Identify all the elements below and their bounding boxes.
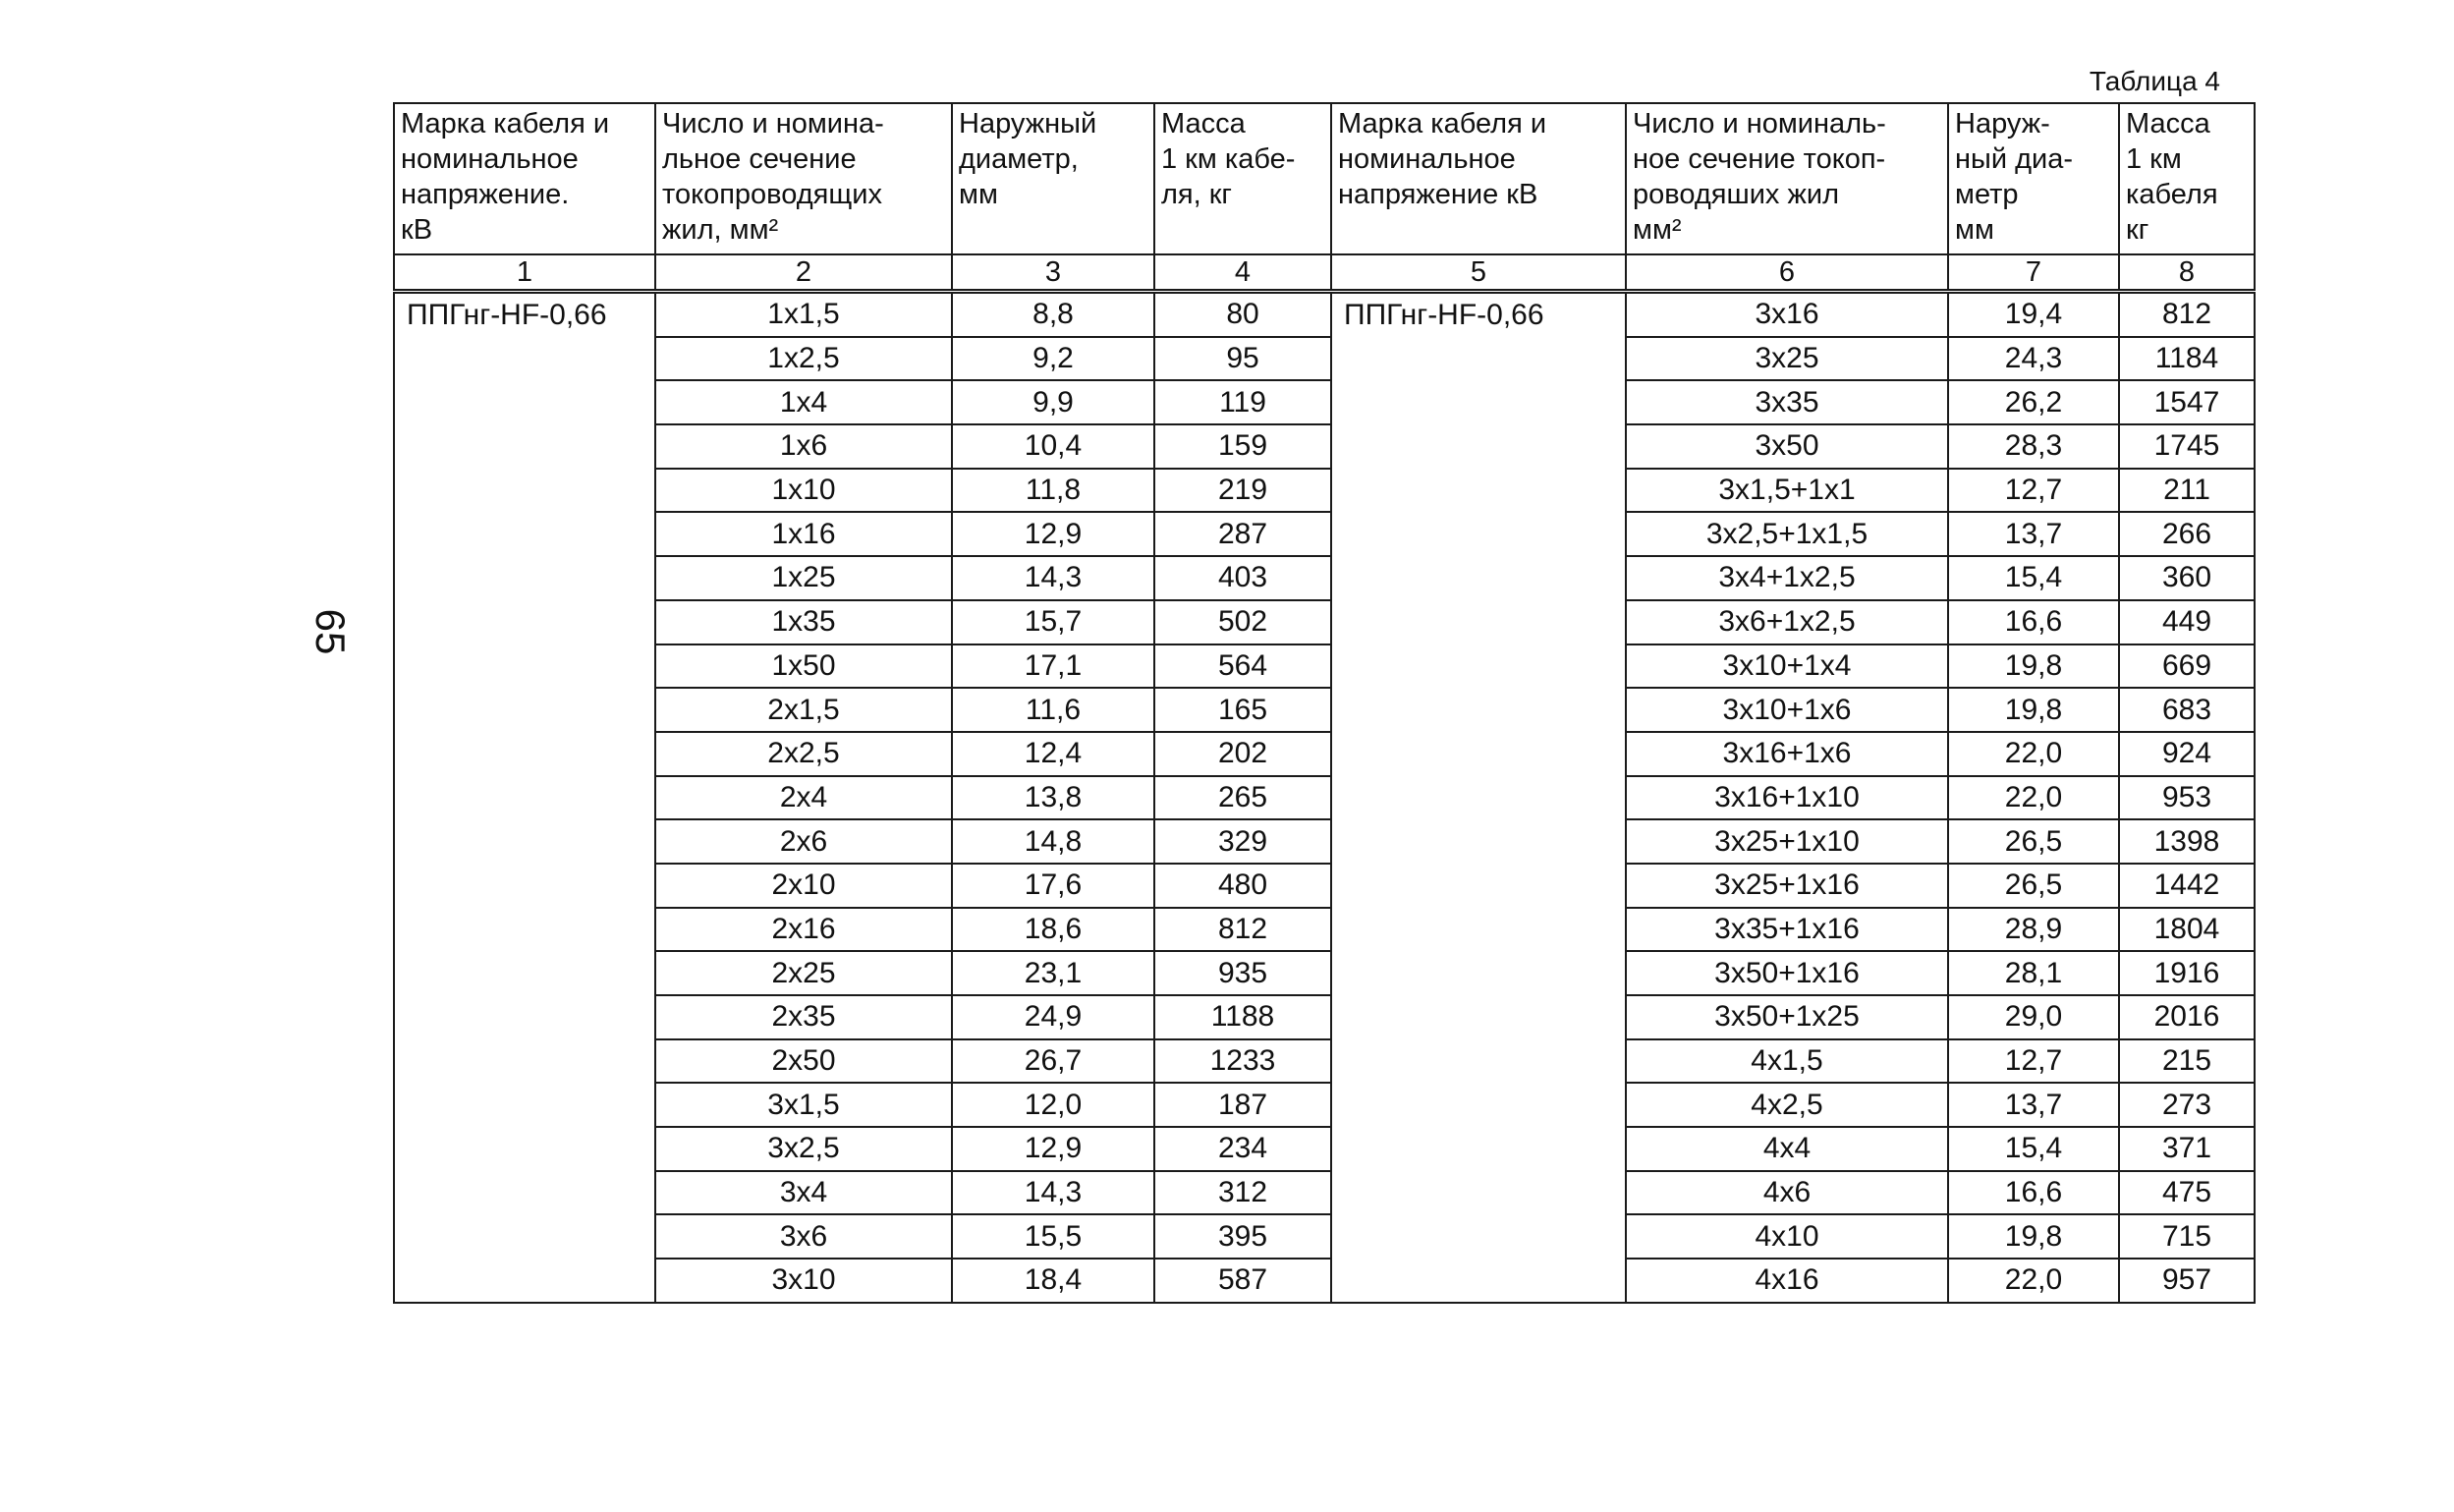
outer-diameter-left: 17,6: [952, 864, 1154, 908]
outer-diameter-left: 12,0: [952, 1083, 1154, 1127]
conductor-section-left: 1x2,5: [655, 337, 952, 381]
outer-diameter-left: 8,8: [952, 292, 1154, 337]
mass-right: 715: [2119, 1214, 2255, 1259]
header-mass-left: Масса 1 км кабе- ля, кг: [1154, 103, 1331, 254]
outer-diameter-right: 22,0: [1948, 1259, 2119, 1303]
mass-left: 95: [1154, 337, 1331, 381]
conductor-section-left: 1x50: [655, 644, 952, 689]
outer-diameter-right: 28,1: [1948, 951, 2119, 995]
outer-diameter-right: 16,6: [1948, 600, 2119, 644]
table-row: [394, 995, 2255, 1039]
mass-right: 953: [2119, 776, 2255, 820]
conductor-section-right: 3x25: [1626, 337, 1948, 381]
mass-right: 215: [2119, 1039, 2255, 1084]
outer-diameter-left: 14,3: [952, 556, 1154, 600]
outer-diameter-left: 13,8: [952, 776, 1154, 820]
table-row: [394, 908, 2255, 952]
outer-diameter-left: 26,7: [952, 1039, 1154, 1084]
column-number: 5: [1331, 254, 1626, 292]
column-number-row: [394, 254, 2255, 292]
outer-diameter-right: 26,5: [1948, 864, 2119, 908]
table-row: [394, 1127, 2255, 1171]
mass-left: 587: [1154, 1259, 1331, 1303]
table-row: [394, 1214, 2255, 1259]
conductor-section-right: 4x2,5: [1626, 1083, 1948, 1127]
column-number: 3: [952, 254, 1154, 292]
conductor-section-left: 3x10: [655, 1259, 952, 1303]
mass-left: 329: [1154, 819, 1331, 864]
conductor-section-left: 2x35: [655, 995, 952, 1039]
conductor-section-left: 2x50: [655, 1039, 952, 1084]
table-row: [394, 1171, 2255, 1215]
mass-right: 669: [2119, 644, 2255, 689]
outer-diameter-right: 19,8: [1948, 1214, 2119, 1259]
conductor-section-right: 3x25+1x10: [1626, 819, 1948, 864]
outer-diameter-left: 18,6: [952, 908, 1154, 952]
mass-right: 1442: [2119, 864, 2255, 908]
mass-left: 165: [1154, 688, 1331, 732]
header-mass-right: Масса 1 км кабеля кг: [2119, 103, 2255, 254]
header-conductor-section-right: Число и номиналь- ное сечение токоп- роводяших жил мм²: [1626, 103, 1948, 254]
conductor-section-right: 4x4: [1626, 1127, 1948, 1171]
conductor-section-left: 1x16: [655, 512, 952, 556]
mass-left: 1188: [1154, 995, 1331, 1039]
mass-left: 502: [1154, 600, 1331, 644]
mass-right: 683: [2119, 688, 2255, 732]
header-row: [394, 103, 2255, 254]
conductor-section-left: 2x4: [655, 776, 952, 820]
mass-right: 924: [2119, 732, 2255, 776]
outer-diameter-left: 12,4: [952, 732, 1154, 776]
outer-diameter-left: 17,1: [952, 644, 1154, 689]
mass-left: 119: [1154, 380, 1331, 424]
conductor-section-right: 4x10: [1626, 1214, 1948, 1259]
table-row: [394, 864, 2255, 908]
table-row: [394, 556, 2255, 600]
table-row: [394, 1083, 2255, 1127]
column-number: 7: [1948, 254, 2119, 292]
outer-diameter-right: 22,0: [1948, 776, 2119, 820]
mass-left: 159: [1154, 424, 1331, 469]
outer-diameter-left: 10,4: [952, 424, 1154, 469]
mass-left: 812: [1154, 908, 1331, 952]
outer-diameter-right: 15,4: [1948, 556, 2119, 600]
outer-diameter-left: 15,7: [952, 600, 1154, 644]
outer-diameter-right: 13,7: [1948, 512, 2119, 556]
conductor-section-right: 3x50: [1626, 424, 1948, 469]
mass-left: 312: [1154, 1171, 1331, 1215]
mass-right: 475: [2119, 1171, 2255, 1215]
conductor-section-left: 1x6: [655, 424, 952, 469]
header-outer-diameter-right: Наруж- ный диа- метр мм: [1948, 103, 2119, 254]
conductor-section-left: 1x35: [655, 600, 952, 644]
mass-right: 1184: [2119, 337, 2255, 381]
conductor-section-right: 3x35: [1626, 380, 1948, 424]
conductor-section-right: 3x1,5+1x1: [1626, 469, 1948, 513]
outer-diameter-right: 28,9: [1948, 908, 2119, 952]
table-row: [394, 819, 2255, 864]
outer-diameter-right: 13,7: [1948, 1083, 2119, 1127]
mass-left: 287: [1154, 512, 1331, 556]
column-number: 6: [1626, 254, 1948, 292]
outer-diameter-left: 15,5: [952, 1214, 1154, 1259]
conductor-section-left: 2x16: [655, 908, 952, 952]
outer-diameter-left: 14,8: [952, 819, 1154, 864]
table-row: [394, 776, 2255, 820]
outer-diameter-right: 16,6: [1948, 1171, 2119, 1215]
conductor-section-left: 2x2,5: [655, 732, 952, 776]
conductor-section-right: 3x16: [1626, 292, 1948, 337]
column-number: 4: [1154, 254, 1331, 292]
table-row: [394, 600, 2255, 644]
cable-brand-right: ППГнг-HF-0,66: [1331, 292, 1626, 1303]
outer-diameter-right: 24,3: [1948, 337, 2119, 381]
mass-left: 265: [1154, 776, 1331, 820]
column-number: 2: [655, 254, 952, 292]
conductor-section-left: 1x1,5: [655, 292, 952, 337]
conductor-section-right: 4x6: [1626, 1171, 1948, 1215]
mass-left: 564: [1154, 644, 1331, 689]
table-row: [394, 380, 2255, 424]
table-body: [394, 292, 2255, 1303]
mass-left: 202: [1154, 732, 1331, 776]
conductor-section-right: 4x1,5: [1626, 1039, 1948, 1084]
table-row: [394, 292, 2255, 337]
outer-diameter-left: 12,9: [952, 1127, 1154, 1171]
mass-left: 480: [1154, 864, 1331, 908]
outer-diameter-right: 19,4: [1948, 292, 2119, 337]
mass-right: 1547: [2119, 380, 2255, 424]
conductor-section-right: 3x50+1x16: [1626, 951, 1948, 995]
mass-right: 371: [2119, 1127, 2255, 1171]
outer-diameter-right: 12,7: [1948, 1039, 2119, 1084]
conductor-section-right: 3x50+1x25: [1626, 995, 1948, 1039]
table-row: [394, 951, 2255, 995]
table-row: [394, 732, 2255, 776]
mass-right: 1745: [2119, 424, 2255, 469]
outer-diameter-right: 19,8: [1948, 688, 2119, 732]
outer-diameter-left: 9,9: [952, 380, 1154, 424]
mass-left: 403: [1154, 556, 1331, 600]
outer-diameter-right: 22,0: [1948, 732, 2119, 776]
conductor-section-right: 3x16+1x6: [1626, 732, 1948, 776]
conductor-section-right: 3x6+1x2,5: [1626, 600, 1948, 644]
mass-left: 1233: [1154, 1039, 1331, 1084]
outer-diameter-left: 9,2: [952, 337, 1154, 381]
mass-right: 957: [2119, 1259, 2255, 1303]
mass-left: 935: [1154, 951, 1331, 995]
outer-diameter-left: 24,9: [952, 995, 1154, 1039]
conductor-section-right: 3x2,5+1x1,5: [1626, 512, 1948, 556]
mass-right: 211: [2119, 469, 2255, 513]
mass-right: 1916: [2119, 951, 2255, 995]
mass-right: 2016: [2119, 995, 2255, 1039]
conductor-section-left: 1x10: [655, 469, 952, 513]
mass-left: 395: [1154, 1214, 1331, 1259]
mass-right: 360: [2119, 556, 2255, 600]
table-row: [394, 1259, 2255, 1303]
cable-spec-table-container: [393, 102, 2254, 1304]
table-row: [394, 424, 2255, 469]
conductor-section-right: 3x16+1x10: [1626, 776, 1948, 820]
outer-diameter-left: 23,1: [952, 951, 1154, 995]
mass-right: 1398: [2119, 819, 2255, 864]
table-row: [394, 512, 2255, 556]
conductor-section-left: 2x10: [655, 864, 952, 908]
table-row: [394, 469, 2255, 513]
mass-left: 219: [1154, 469, 1331, 513]
mass-right: 449: [2119, 600, 2255, 644]
mass-left: 234: [1154, 1127, 1331, 1171]
table-header: [394, 103, 2255, 292]
outer-diameter-right: 15,4: [1948, 1127, 2119, 1171]
header-conductor-section-left: Число и номина- льное сечение токопроводящих жил, мм²: [655, 103, 952, 254]
header-outer-diameter-left: Наружный диаметр, мм: [952, 103, 1154, 254]
table-caption: Таблица 4: [2089, 66, 2220, 96]
outer-diameter-right: 19,8: [1948, 644, 2119, 689]
conductor-section-left: 3x2,5: [655, 1127, 952, 1171]
outer-diameter-right: 26,2: [1948, 380, 2119, 424]
table-row: [394, 337, 2255, 381]
mass-left: 187: [1154, 1083, 1331, 1127]
column-number: 1: [394, 254, 655, 292]
conductor-section-right: 3x35+1x16: [1626, 908, 1948, 952]
mass-left: 80: [1154, 292, 1331, 337]
header-cable-brand-right: Марка кабеля и номинальное напряжение кВ: [1331, 103, 1626, 254]
mass-right: 266: [2119, 512, 2255, 556]
outer-diameter-right: 29,0: [1948, 995, 2119, 1039]
outer-diameter-left: 11,6: [952, 688, 1154, 732]
outer-diameter-left: 12,9: [952, 512, 1154, 556]
outer-diameter-left: 14,3: [952, 1171, 1154, 1215]
outer-diameter-right: 26,5: [1948, 819, 2119, 864]
table-row: [394, 644, 2255, 689]
header-cable-brand-left: Марка кабеля и номинальное напряжение. кВ: [394, 103, 655, 254]
table-row: [394, 1039, 2255, 1084]
conductor-section-right: 3x10+1x6: [1626, 688, 1948, 732]
mass-right: 1804: [2119, 908, 2255, 952]
outer-diameter-right: 12,7: [1948, 469, 2119, 513]
outer-diameter-right: 28,3: [1948, 424, 2119, 469]
cable-spec-table: [393, 102, 2256, 1304]
conductor-section-right: 4x16: [1626, 1259, 1948, 1303]
conductor-section-left: 2x6: [655, 819, 952, 864]
cable-brand-left: ППГнг-HF-0,66: [394, 292, 655, 1303]
page-number: 65: [307, 608, 354, 655]
conductor-section-left: 3x6: [655, 1214, 952, 1259]
conductor-section-left: 1x25: [655, 556, 952, 600]
conductor-section-left: 3x1,5: [655, 1083, 952, 1127]
outer-diameter-left: 11,8: [952, 469, 1154, 513]
conductor-section-left: 2x25: [655, 951, 952, 995]
column-number: 8: [2119, 254, 2255, 292]
conductor-section-left: 3x4: [655, 1171, 952, 1215]
mass-right: 812: [2119, 292, 2255, 337]
outer-diameter-left: 18,4: [952, 1259, 1154, 1303]
conductor-section-left: 1x4: [655, 380, 952, 424]
conductor-section-right: 3x10+1x4: [1626, 644, 1948, 689]
conductor-section-left: 2x1,5: [655, 688, 952, 732]
conductor-section-right: 3x25+1x16: [1626, 864, 1948, 908]
mass-right: 273: [2119, 1083, 2255, 1127]
conductor-section-right: 3x4+1x2,5: [1626, 556, 1948, 600]
table-row: [394, 688, 2255, 732]
